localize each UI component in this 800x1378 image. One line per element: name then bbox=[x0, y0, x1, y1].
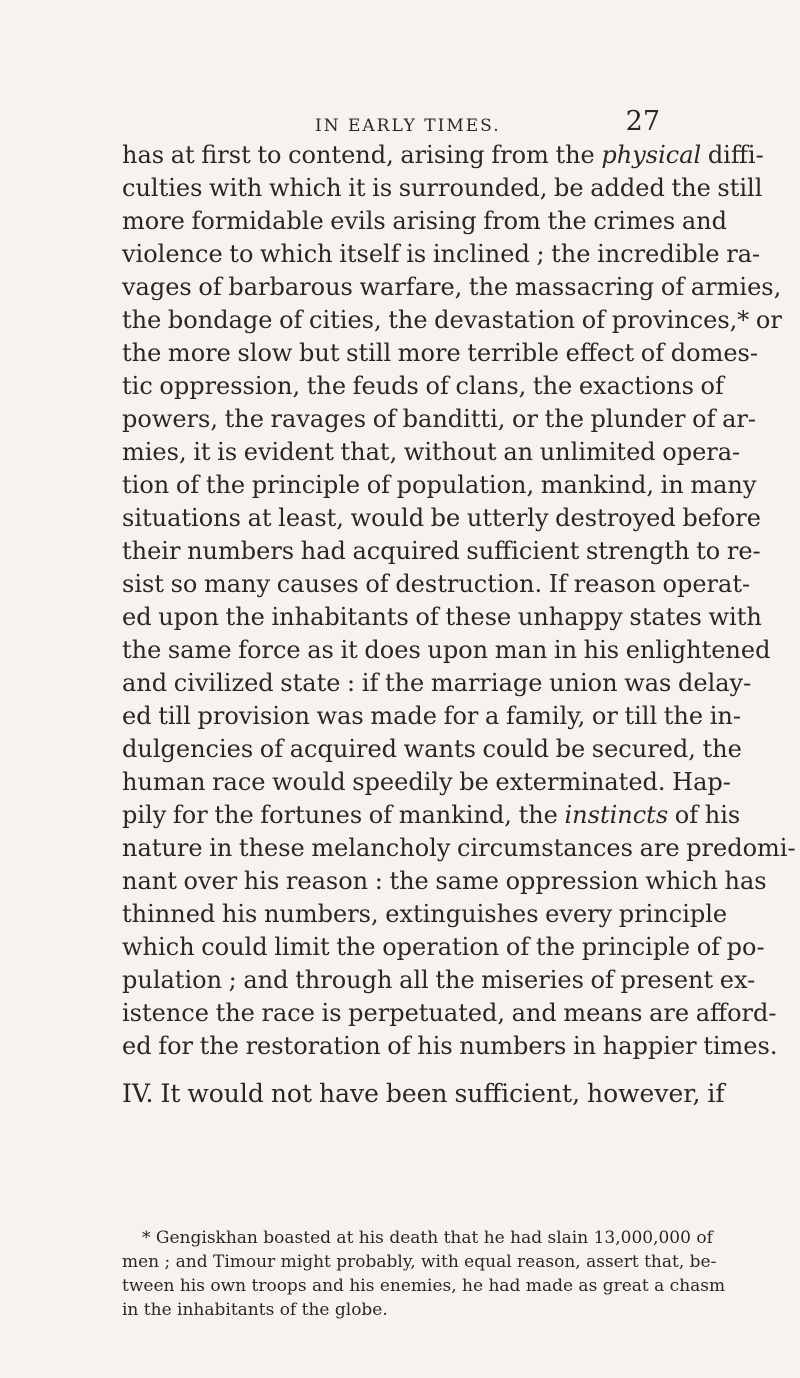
text-line: ed for the restoration of his numbers in happier times. bbox=[122, 1032, 778, 1060]
text-line: their numbers had acquired sufficient strength to re- bbox=[122, 537, 761, 565]
footnote-line: * Gengiskhan boasted at his death that he had slain 13,000,000 of bbox=[142, 1228, 713, 1248]
text-line: mies, it is evident that, without an unlimited opera- bbox=[122, 438, 741, 466]
text-line: human race would speedily be exterminated. Hap- bbox=[122, 768, 731, 796]
text-line: nature in these melancholy circumstances are predomi- bbox=[122, 834, 796, 862]
page-header bbox=[120, 90, 660, 137]
text-line: has at first to contend, arising from the physical diffi- bbox=[122, 141, 764, 169]
footnote-line: men ; and Timour might probably, with equal reason, assert that, be- bbox=[122, 1252, 717, 1272]
text-line: the bondage of cities, the devastation of provinces,* or bbox=[122, 306, 782, 334]
text-line: thinned his numbers, extinguishes every principle bbox=[122, 900, 728, 928]
text-line: violence to which itself is inclined ; the incredible ra- bbox=[122, 240, 761, 268]
text-line: dulgencies of acquired wants could be secured, the bbox=[122, 735, 742, 763]
footnote-line: tween his own troops and his enemies, he had made as great a chasm bbox=[122, 1276, 726, 1296]
section-iv-opening: IV. It would not have been sufficient, however, if bbox=[122, 1079, 725, 1108]
text-line: ed upon the inhabitants of these unhappy states with bbox=[122, 603, 762, 631]
text-line: the more slow but still more terrible effect of domes- bbox=[122, 339, 758, 367]
footnote bbox=[122, 1226, 726, 1322]
text-line: the same force as it does upon man in his enlightened bbox=[122, 636, 771, 664]
paragraph bbox=[122, 139, 796, 1063]
text-line: powers, the ravages of banditti, or the plunder of ar- bbox=[122, 405, 757, 433]
text-line: more formidable evils arising from the crimes and bbox=[122, 207, 727, 235]
text-line: ed till provision was made for a family, or till the in- bbox=[122, 702, 741, 730]
text-line: situations at least, would be utterly destroyed before bbox=[122, 504, 761, 532]
text-line: vages of barbarous warfare, the massacring of armies, bbox=[122, 273, 782, 301]
emphasis-physical: physical bbox=[601, 141, 702, 169]
text-line: tion of the principle of population, mankind, in many bbox=[122, 471, 757, 499]
emphasis-instincts: instincts bbox=[564, 801, 669, 829]
text-line: istence the race is perpetuated, and means are afford- bbox=[122, 999, 777, 1027]
text-line: pulation ; and through all the miseries of present ex- bbox=[122, 966, 756, 994]
page-number: 27 bbox=[625, 106, 660, 137]
text-line: and civilized state : if the marriage union was delay- bbox=[122, 669, 752, 697]
running-head: IN EARLY TIMES. bbox=[315, 116, 501, 136]
text-line: pily for the fortunes of mankind, the instincts of his bbox=[122, 801, 741, 829]
text-line: which could limit the operation of the principle of po- bbox=[122, 933, 765, 961]
footnote-line: in the inhabitants of the globe. bbox=[122, 1300, 388, 1320]
text-line: sist so many causes of destruction. If reason operat- bbox=[122, 570, 751, 598]
body-text bbox=[122, 139, 796, 1110]
text-line: tic oppression, the feuds of clans, the exactions of bbox=[122, 372, 724, 400]
text-line: culties with which it is surrounded, be added the still bbox=[122, 174, 763, 202]
text-line: nant over his reason : the same oppression which has bbox=[122, 867, 767, 895]
